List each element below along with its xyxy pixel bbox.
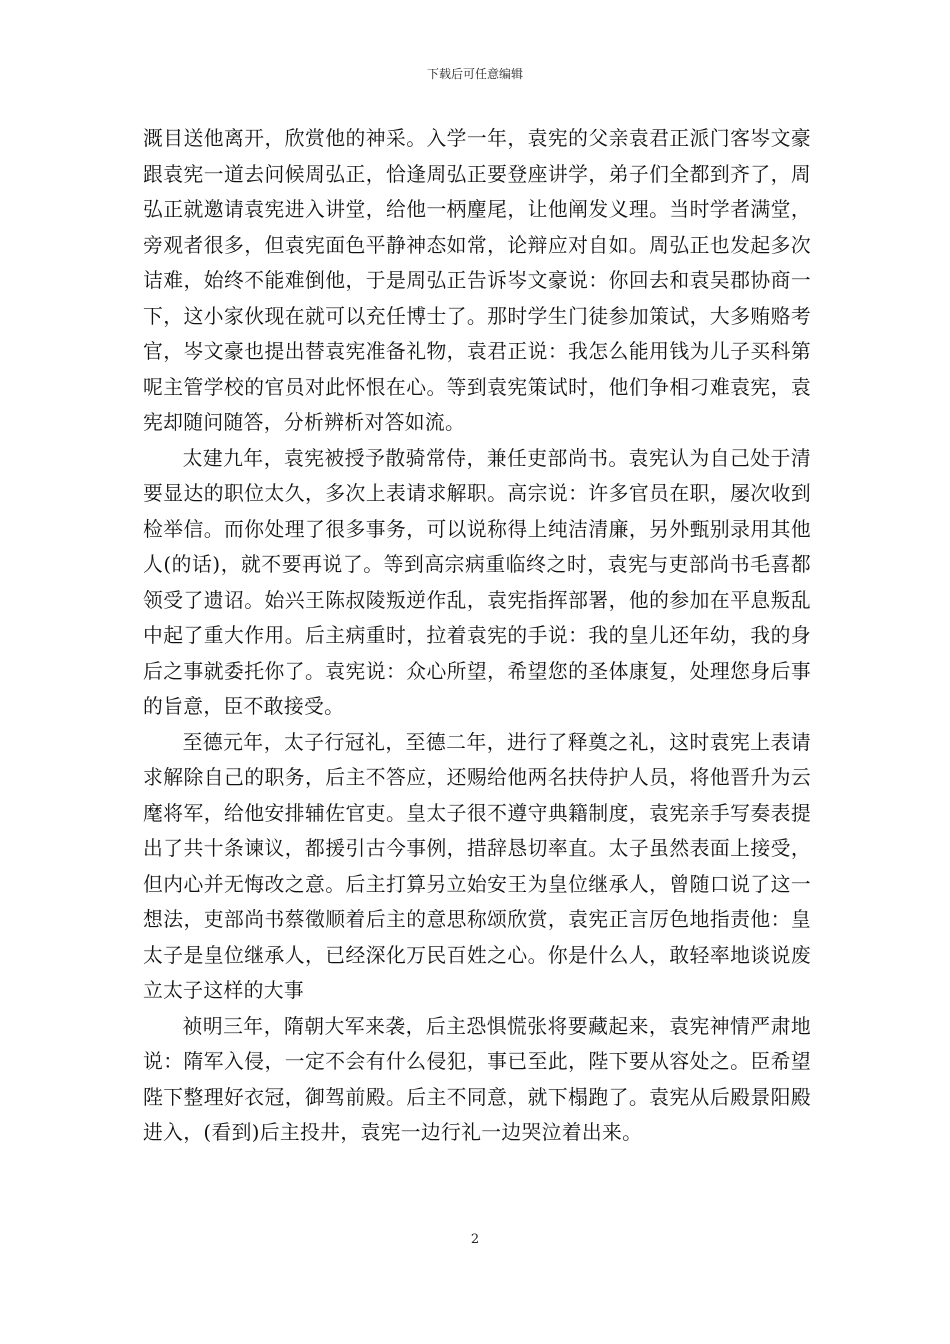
paragraph-zhenming: 祯明三年，隋朝大军来袭，后主恐惧慌张将要藏起来，袁宪神情严肃地说：隋军入侵，一定不会有什么侵犯，事已至此，陛下要从容处之。臣希望陛下整理好衣冠，御驾前殿。后主不同意，就下榻跑了。袁宪从后殿景阳殿进入，(看到)后主投井，袁宪一边行礼一边哭泣着出来。	[143, 1014, 811, 1144]
page-header: 下载后可任意编辑	[426, 67, 523, 81]
paragraph-continued: 溉目送他离开，欣赏他的神采。入学一年，袁宪的父亲袁君正派门客岑文豪跟袁宪一道去问候周弘正，恰逢周弘正要登座讲学，弟子们全都到齐了，周弘正就邀请袁宪进入讲堂，给他一柄麈尾，让他阐发义理。当时学者满堂，旁观者很多，但袁宪面色平静神态如常，论辩应对自如。周弘正也发起多次诘难，始终不能难倒他，于是周弘正告诉岑文豪说：你回去和袁吴郡协商一下，这小家伙现在就可以充任博士了。那时学生门徒参加策试，大多贿赂考官，岑文豪也提出替袁宪准备礼物，袁君正说：我怎么能用钱为儿子买科第呢主管学校的官员对此怀恨在心。等到袁宪策试时，他们争相刁难袁宪，袁宪却随问随答，分析辨析对答如流。	[143, 127, 811, 434]
paragraph-taijian: 太建九年，袁宪被授予散骑常侍，兼任吏部尚书。袁宪认为自己处于清要显达的职位太久，多次上表请求解职。高宗说：许多官员在职，屡次收到检举信。而你处理了很多事务，可以说称得上纯洁清廉，另外甄别录用其他人(的话)，就不要再说了。等到高宗病重临终之时，袁宪与吏部尚书毛喜都领受了遗诏。始兴王陈叔陵叛逆作乱，袁宪指挥部署，他的参加在平息叛乱中起了重大作用。后主病重时，拉着袁宪的手说：我的皇儿还年幼，我的身后之事就委托你了。袁宪说：众心所望，希望您的圣体康复，处理您身后事的旨意，臣不敢接受。	[143, 446, 811, 718]
paragraph-zhide: 至德元年，太子行冠礼，至德二年，进行了释奠之礼，这时袁宪上表请求解除自己的职务，后主不答应，还赐给他两名扶侍护人员，将他晋升为云麾将军，给他安排辅佐官吏。皇太子很不遵守典籍制度，袁宪亲手写奏表提出了共十条谏议，都援引古今事例，措辞恳切率直。太子虽然表面上接受，但内心并无悔改之意。后主打算另立始安王为皇位继承人，曾随口说了这一想法，吏部尚书蔡徵顺着后主的意思称颂欣赏，袁宪正言厉色地指责他：皇太子是皇位继承人，已经深化万民百姓之心。你是什么人，敢轻率地谈说废立太子这样的大事	[143, 730, 811, 1002]
page-number: 2	[470, 1232, 480, 1247]
document-body	[143, 121, 811, 1151]
